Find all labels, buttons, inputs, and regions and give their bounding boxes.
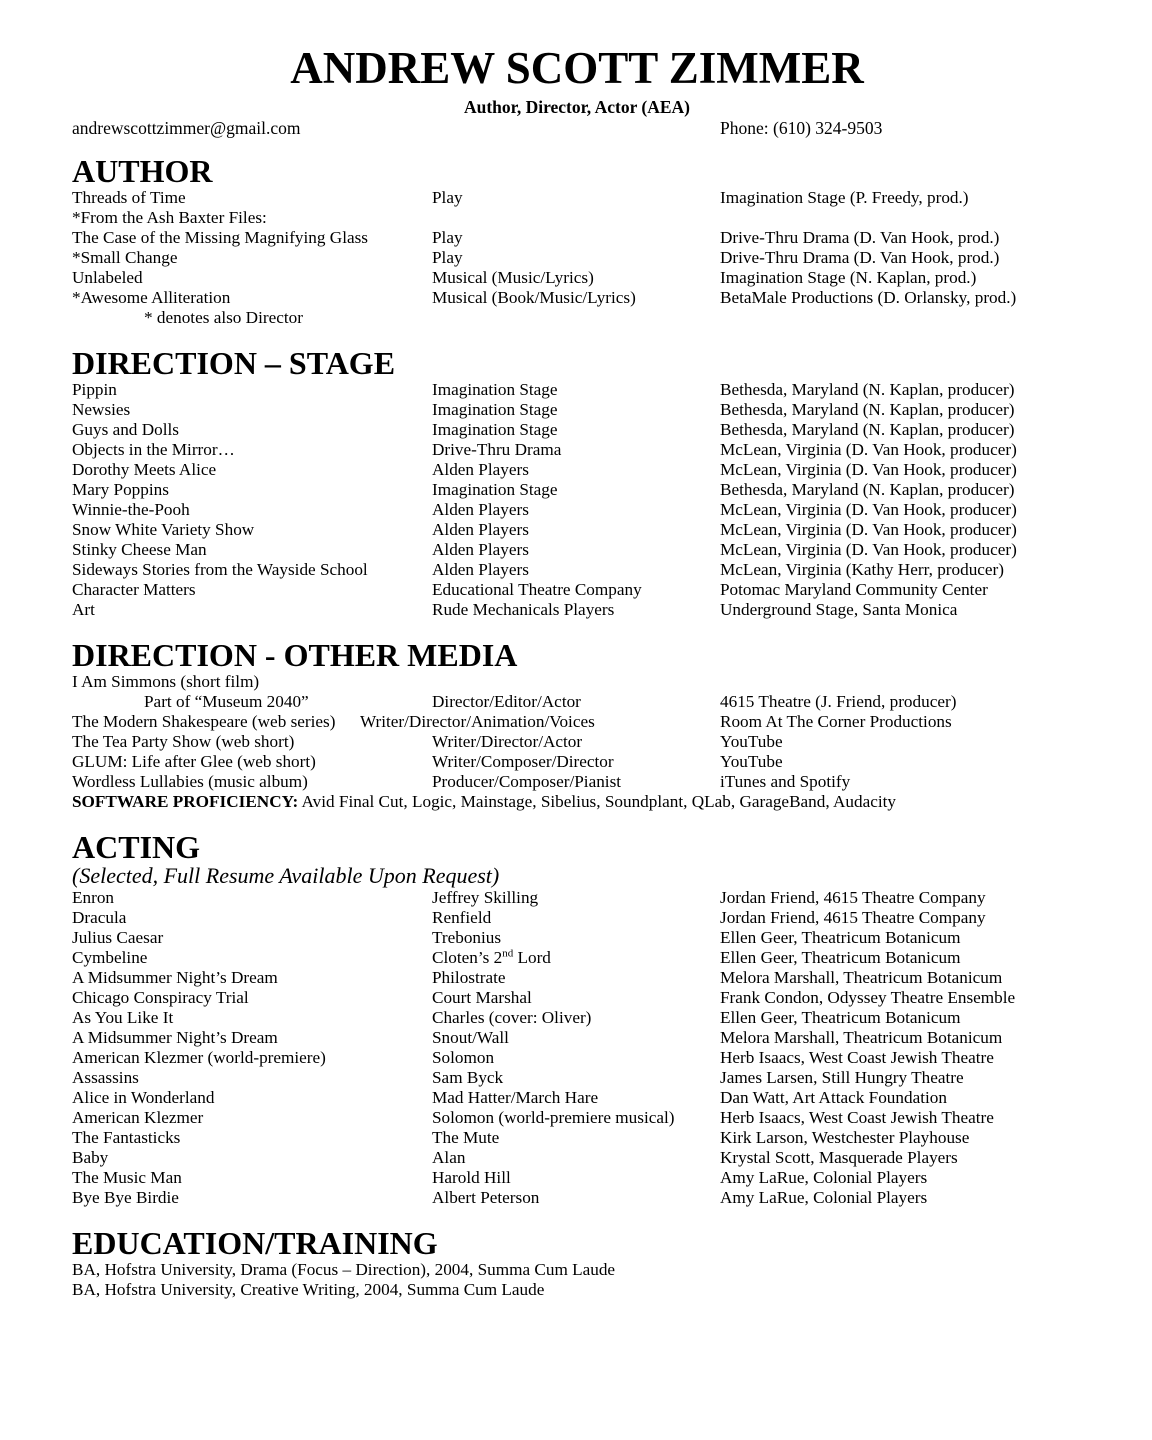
acting-row xyxy=(72,1148,1082,1168)
direction-stage-row xyxy=(72,500,1082,520)
author-title: Threads of Time xyxy=(72,188,186,207)
media-title: Part of “Museum 2040” xyxy=(144,692,309,711)
ordinal-suffix: nd xyxy=(502,947,514,960)
acting-role: Alan xyxy=(432,1148,466,1167)
acting-role: Solomon xyxy=(432,1048,495,1067)
other-media-row xyxy=(72,672,1082,692)
other-media-row xyxy=(72,752,1082,772)
education-section xyxy=(72,1226,1082,1300)
media-title: The Tea Party Show (web short) xyxy=(72,732,295,751)
acting-director: Jordan Friend, 4615 Theatre Company xyxy=(720,888,986,907)
software-proficiency xyxy=(72,792,1082,812)
media-title: GLUM: Life after Glee (web short) xyxy=(72,752,316,771)
acting-row xyxy=(72,1168,1082,1188)
acting-director: Herb Isaacs, West Coast Jewish Theatre xyxy=(720,1108,994,1127)
acting-show: The Fantasticks xyxy=(72,1128,181,1147)
stage-title: Dorothy Meets Alice xyxy=(72,460,217,479)
stage-company: Rude Mechanicals Players xyxy=(432,600,615,619)
acting-director: Amy LaRue, Colonial Players xyxy=(720,1188,928,1207)
cloten-role-suffix: Lord xyxy=(513,948,551,967)
stage-company: Alden Players xyxy=(432,540,529,559)
acting-show: American Klezmer (world-premiere) xyxy=(72,1048,326,1067)
acting-role: Philostrate xyxy=(432,968,506,987)
media-role: Producer/Composer/Pianist xyxy=(432,772,622,791)
acting-role: Charles (cover: Oliver) xyxy=(432,1008,592,1027)
stage-location: Bethesda, Maryland (N. Kaplan, producer) xyxy=(720,420,1015,439)
stage-title: Newsies xyxy=(72,400,131,419)
acting-director: Krystal Scott, Masquerade Players xyxy=(720,1148,958,1167)
acting-show: Baby xyxy=(72,1148,109,1167)
author-row xyxy=(72,188,1082,208)
acting-show: Assassins xyxy=(72,1068,139,1087)
acting-row xyxy=(72,908,1082,928)
media-outlet: YouTube xyxy=(720,732,783,751)
acting-row xyxy=(72,1088,1082,1108)
acting-director: Jordan Friend, 4615 Theatre Company xyxy=(720,908,986,927)
acting-role: Court Marshal xyxy=(432,988,532,1007)
acting-show: Dracula xyxy=(72,908,127,927)
stage-location: Underground Stage, Santa Monica xyxy=(720,600,958,619)
stage-company: Imagination Stage xyxy=(432,400,558,419)
stage-location: McLean, Virginia (Kathy Herr, producer) xyxy=(720,560,1004,579)
direction-stage-row xyxy=(72,400,1082,420)
author-row xyxy=(72,268,1082,288)
acting-director: Melora Marshall, Theatricum Botanicum xyxy=(720,1028,1003,1047)
acting-show: A Midsummer Night’s Dream xyxy=(72,1028,278,1047)
other-media-row xyxy=(72,692,1082,712)
acting-director: Ellen Geer, Theatricum Botanicum xyxy=(720,928,961,947)
acting-director: Herb Isaacs, West Coast Jewish Theatre xyxy=(720,1048,994,1067)
media-role: Writer/Director/Animation/Voices xyxy=(360,712,595,731)
education-line xyxy=(72,1260,1082,1280)
stage-company: Imagination Stage xyxy=(432,480,558,499)
degree-text: BA, Hofstra University, Creative Writing, 2004, Summa Cum Laude xyxy=(72,1280,545,1299)
direction-stage-row xyxy=(72,420,1082,440)
stage-company: Educational Theatre Company xyxy=(432,580,642,599)
acting-role: Trebonius xyxy=(432,928,502,947)
author-title: *Small Change xyxy=(72,248,178,267)
stage-title: Objects in the Mirror… xyxy=(72,440,235,459)
resume-page xyxy=(72,40,1082,1300)
acting-show: Cymbeline xyxy=(72,948,148,967)
other-media-row xyxy=(72,712,1082,732)
acting-show: Enron xyxy=(72,888,115,907)
acting-role: Sam Byck xyxy=(432,1068,504,1087)
education-line xyxy=(72,1280,1082,1300)
stage-title: Mary Poppins xyxy=(72,480,169,499)
stage-location: McLean, Virginia (D. Van Hook, producer) xyxy=(720,520,1017,539)
author-type: Musical (Music/Lyrics) xyxy=(432,268,594,287)
acting-role: Albert Peterson xyxy=(432,1188,540,1207)
direction-stage-row xyxy=(72,600,1082,620)
acting-show: A Midsummer Night’s Dream xyxy=(72,968,278,987)
acting-show: Bye Bye Birdie xyxy=(72,1188,179,1207)
media-outlet: iTunes and Spotify xyxy=(720,772,851,791)
stage-location: McLean, Virginia (D. Van Hook, producer) xyxy=(720,440,1017,459)
author-row xyxy=(72,248,1082,268)
other-media-row xyxy=(72,732,1082,752)
acting-role: Jeffrey Skilling xyxy=(432,888,539,907)
acting-row xyxy=(72,988,1082,1008)
acting-director: Amy LaRue, Colonial Players xyxy=(720,1168,928,1187)
acting-director: Ellen Geer, Theatricum Botanicum xyxy=(720,948,961,967)
acting-subheading: (Selected, Full Resume Available Upon Request) xyxy=(72,863,500,888)
direction-stage-row xyxy=(72,480,1082,500)
acting-role: The Mute xyxy=(432,1128,500,1147)
author-row xyxy=(72,288,1082,308)
acting-row xyxy=(72,1048,1082,1068)
acting-role: Harold Hill xyxy=(432,1168,511,1187)
software-label: SOFTWARE PROFICIENCY: xyxy=(72,792,299,811)
acting-show: Alice in Wonderland xyxy=(72,1088,215,1107)
author-type: Play xyxy=(432,228,463,247)
author-producer: Imagination Stage (P. Freedy, prod.) xyxy=(720,188,969,207)
media-title: Wordless Lullabies (music album) xyxy=(72,772,308,791)
cloten-role-prefix: Cloten’s 2 xyxy=(432,948,503,967)
author-type: Play xyxy=(432,248,463,267)
software-list: Avid Final Cut, Logic, Mainstage, Sibelius, Soundplant, QLab, GarageBand, Audacity xyxy=(298,792,896,811)
direction-other-section xyxy=(72,638,1082,812)
contact-line xyxy=(72,118,1082,142)
stage-title: Guys and Dolls xyxy=(72,420,179,439)
acting-row xyxy=(72,1028,1082,1048)
acting-role: Snout/Wall xyxy=(432,1028,509,1047)
media-title: I Am Simmons (short film) xyxy=(72,672,260,691)
author-type: Play xyxy=(432,188,463,207)
acting-row xyxy=(72,1128,1082,1148)
media-role: Writer/Director/Actor xyxy=(432,732,583,751)
resume-name: ANDREW SCOTT ZIMMER xyxy=(290,43,864,93)
acting-show: Julius Caesar xyxy=(72,928,164,947)
stage-location: Bethesda, Maryland (N. Kaplan, producer) xyxy=(720,400,1015,419)
media-title: The Modern Shakespeare (web series) xyxy=(72,712,336,731)
phone-number: Phone: (610) 324-9503 xyxy=(720,118,883,138)
acting-row xyxy=(72,1008,1082,1028)
stage-location: Bethesda, Maryland (N. Kaplan, producer) xyxy=(720,480,1015,499)
author-heading: AUTHOR xyxy=(72,153,213,189)
acting-row xyxy=(72,1068,1082,1088)
acting-role: Solomon (world-premiere musical) xyxy=(432,1108,675,1127)
media-outlet: 4615 Theatre (J. Friend, producer) xyxy=(720,692,957,711)
author-type: Musical (Book/Music/Lyrics) xyxy=(432,288,636,307)
direction-stage-row xyxy=(72,520,1082,540)
direction-stage-row xyxy=(72,440,1082,460)
direction-stage-list xyxy=(72,380,1082,620)
author-title: The Case of the Missing Magnifying Glass xyxy=(72,228,368,247)
stage-company: Imagination Stage xyxy=(432,420,558,439)
author-row xyxy=(72,208,1082,228)
acting-row xyxy=(72,1108,1082,1128)
stage-location: McLean, Virginia (D. Van Hook, producer) xyxy=(720,540,1017,559)
stage-title: Stinky Cheese Man xyxy=(72,540,207,559)
stage-location: Potomac Maryland Community Center xyxy=(720,580,988,599)
direction-stage-heading: DIRECTION – STAGE xyxy=(72,345,396,381)
direction-stage-row xyxy=(72,460,1082,480)
stage-company: Imagination Stage xyxy=(432,380,558,399)
stage-title: Winnie-the-Pooh xyxy=(72,500,190,519)
direction-other-heading: DIRECTION - OTHER MEDIA xyxy=(72,637,518,673)
stage-location: Bethesda, Maryland (N. Kaplan, producer) xyxy=(720,380,1015,399)
acting-section xyxy=(72,830,1082,1208)
acting-show: The Music Man xyxy=(72,1168,182,1187)
acting-director: Frank Condon, Odyssey Theatre Ensemble xyxy=(720,988,1016,1007)
author-title: *From the Ash Baxter Files: xyxy=(72,208,267,227)
stage-company: Alden Players xyxy=(432,560,529,579)
acting-show: As You Like It xyxy=(72,1008,174,1027)
acting-show: Chicago Conspiracy Trial xyxy=(72,988,249,1007)
media-role: Director/Editor/Actor xyxy=(432,692,581,711)
stage-company: Alden Players xyxy=(432,520,529,539)
author-producer: Drive-Thru Drama (D. Van Hook, prod.) xyxy=(720,228,1000,247)
stage-company: Drive-Thru Drama xyxy=(432,440,562,459)
acting-director: Melora Marshall, Theatricum Botanicum xyxy=(720,968,1003,987)
stage-title: Snow White Variety Show xyxy=(72,520,255,539)
author-producer: Imagination Stage (N. Kaplan, prod.) xyxy=(720,268,977,287)
other-media-row xyxy=(72,772,1082,792)
stage-title: Pippin xyxy=(72,380,117,399)
acting-row xyxy=(72,948,1082,968)
stage-location: McLean, Virginia (D. Van Hook, producer) xyxy=(720,500,1017,519)
direction-stage-row xyxy=(72,540,1082,560)
acting-row xyxy=(72,888,1082,908)
stage-location: McLean, Virginia (D. Van Hook, producer) xyxy=(720,460,1017,479)
stage-title: Character Matters xyxy=(72,580,196,599)
stage-title: Sideways Stories from the Wayside School xyxy=(72,560,368,579)
direction-stage-row xyxy=(72,560,1082,580)
stage-company: Alden Players xyxy=(432,500,529,519)
resume-tagline: Author, Director, Actor (AEA) xyxy=(463,97,690,117)
acting-list xyxy=(72,888,1082,1208)
stage-company: Alden Players xyxy=(432,460,529,479)
author-title: Unlabeled xyxy=(72,268,143,287)
acting-heading: ACTING xyxy=(72,829,201,865)
author-producer: Drive-Thru Drama (D. Van Hook, prod.) xyxy=(720,248,1000,267)
acting-director: James Larsen, Still Hungry Theatre xyxy=(720,1068,964,1087)
acting-director: Kirk Larson, Westchester Playhouse xyxy=(720,1128,970,1147)
acting-row xyxy=(72,968,1082,988)
author-footnote: * denotes also Director xyxy=(144,308,303,327)
author-producer: BetaMale Productions (D. Orlansky, prod.) xyxy=(720,288,1017,307)
education-heading: EDUCATION/TRAINING xyxy=(72,1225,438,1261)
stage-title: Art xyxy=(72,600,95,619)
media-role: Writer/Composer/Director xyxy=(432,752,614,771)
author-section xyxy=(72,154,1082,328)
acting-row xyxy=(72,1188,1082,1208)
media-outlet: YouTube xyxy=(720,752,783,771)
direction-stage-row xyxy=(72,580,1082,600)
acting-row xyxy=(72,928,1082,948)
acting-role: Mad Hatter/March Hare xyxy=(432,1088,599,1107)
email-address[interactable]: andrewscottzimmer@gmail.com xyxy=(72,118,301,138)
media-outlet: Room At The Corner Productions xyxy=(720,712,952,731)
direction-stage-row xyxy=(72,380,1082,400)
acting-show: American Klezmer xyxy=(72,1108,204,1127)
acting-director: Dan Watt, Art Attack Foundation xyxy=(720,1088,947,1107)
degree-text: BA, Hofstra University, Drama (Focus – Direction), 2004, Summa Cum Laude xyxy=(72,1260,616,1279)
author-list xyxy=(72,188,1082,328)
author-row xyxy=(72,228,1082,248)
acting-role xyxy=(432,948,551,968)
author-title: *Awesome Alliteration xyxy=(72,288,231,307)
direction-stage-section xyxy=(72,346,1082,620)
acting-director: Ellen Geer, Theatricum Botanicum xyxy=(720,1008,961,1027)
acting-role: Renfield xyxy=(432,908,492,927)
